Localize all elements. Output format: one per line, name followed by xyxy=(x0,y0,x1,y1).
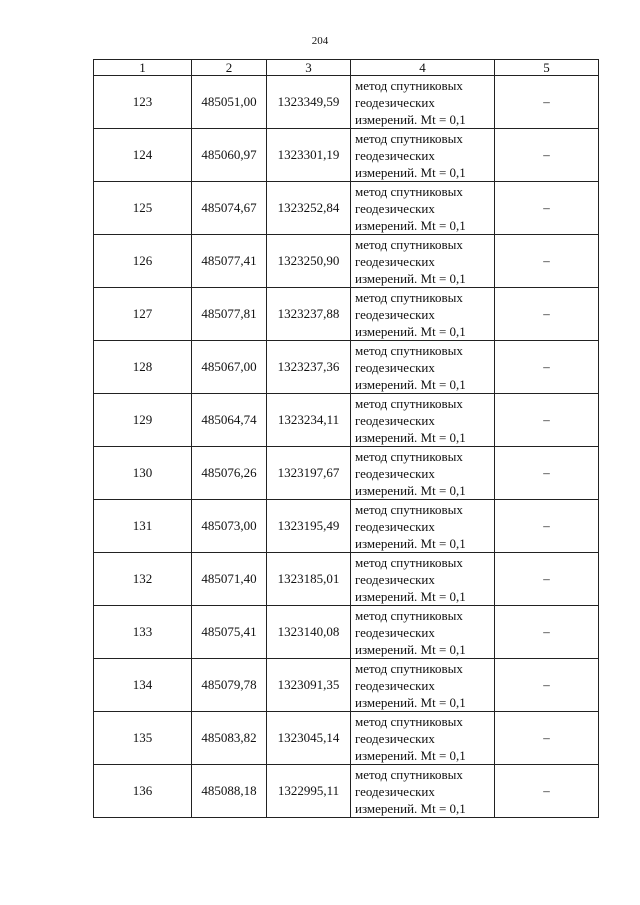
x-coordinate-cell: 485067,00 xyxy=(192,341,267,394)
note-cell: – xyxy=(495,394,599,447)
y-coordinate-cell: 1323091,35 xyxy=(267,659,351,712)
note-cell: – xyxy=(495,606,599,659)
point-number-cell: 135 xyxy=(94,712,192,765)
y-coordinate-cell: 1323237,88 xyxy=(267,288,351,341)
method-line: измерений. Mt = 0,1 xyxy=(355,111,466,127)
method-cell xyxy=(351,288,495,341)
note-cell: – xyxy=(495,447,599,500)
method-cell xyxy=(351,235,495,288)
method-line: измерений. Mt = 0,1 xyxy=(355,641,466,657)
method-line: измерений. Mt = 0,1 xyxy=(355,694,466,710)
note-cell: – xyxy=(495,129,599,182)
point-number-cell: 123 xyxy=(94,76,192,129)
y-coordinate-cell: 1323252,84 xyxy=(267,182,351,235)
y-coordinate-cell: 1322995,11 xyxy=(267,765,351,818)
method-line: измерений. Mt = 0,1 xyxy=(355,747,466,763)
method-cell xyxy=(351,129,495,182)
x-coordinate-cell: 485051,00 xyxy=(192,76,267,129)
method-cell xyxy=(351,447,495,500)
method-cell xyxy=(351,553,495,606)
y-coordinate-cell: 1323045,14 xyxy=(267,712,351,765)
table-row xyxy=(94,288,599,341)
method-line: измерений. Mt = 0,1 xyxy=(355,588,466,604)
method-line: геодезических xyxy=(355,677,435,693)
point-number-cell: 124 xyxy=(94,129,192,182)
point-number-cell: 129 xyxy=(94,394,192,447)
method-cell xyxy=(351,341,495,394)
note-cell: – xyxy=(495,182,599,235)
column-header-5: 5 xyxy=(495,60,599,76)
method-line: измерений. Mt = 0,1 xyxy=(355,164,466,180)
x-coordinate-cell: 485083,82 xyxy=(192,712,267,765)
x-coordinate-cell: 485060,97 xyxy=(192,129,267,182)
method-line: геодезических xyxy=(355,624,435,640)
table-row xyxy=(94,500,599,553)
table-row xyxy=(94,447,599,500)
note-cell: – xyxy=(495,235,599,288)
method-line: геодезических xyxy=(355,306,435,322)
table-row xyxy=(94,553,599,606)
method-cell xyxy=(351,500,495,553)
x-coordinate-cell: 485077,41 xyxy=(192,235,267,288)
point-number-cell: 125 xyxy=(94,182,192,235)
table-row xyxy=(94,341,599,394)
method-line: геодезических xyxy=(355,359,435,375)
table-row xyxy=(94,76,599,129)
method-line: метод спутниковых xyxy=(355,448,463,464)
table-row xyxy=(94,659,599,712)
method-cell xyxy=(351,659,495,712)
coordinates-table xyxy=(93,59,599,818)
method-line: метод спутниковых xyxy=(355,607,463,623)
method-cell xyxy=(351,394,495,447)
method-line: метод спутниковых xyxy=(355,289,463,305)
column-header-3: 3 xyxy=(267,60,351,76)
x-coordinate-cell: 485073,00 xyxy=(192,500,267,553)
column-header-4: 4 xyxy=(351,60,495,76)
note-cell: – xyxy=(495,553,599,606)
method-line: метод спутниковых xyxy=(355,554,463,570)
method-cell xyxy=(351,712,495,765)
method-line: измерений. Mt = 0,1 xyxy=(355,800,466,816)
column-header-1: 1 xyxy=(94,60,192,76)
method-cell xyxy=(351,606,495,659)
method-line: измерений. Mt = 0,1 xyxy=(355,270,466,286)
y-coordinate-cell: 1323250,90 xyxy=(267,235,351,288)
method-line: метод спутниковых xyxy=(355,766,463,782)
note-cell: – xyxy=(495,659,599,712)
y-coordinate-cell: 1323234,11 xyxy=(267,394,351,447)
method-line: геодезических xyxy=(355,253,435,269)
table-row xyxy=(94,394,599,447)
table-row xyxy=(94,712,599,765)
method-line: геодезических xyxy=(355,518,435,534)
table-row xyxy=(94,129,599,182)
point-number-cell: 127 xyxy=(94,288,192,341)
point-number-cell: 133 xyxy=(94,606,192,659)
point-number-cell: 136 xyxy=(94,765,192,818)
method-line: измерений. Mt = 0,1 xyxy=(355,429,466,445)
table-body xyxy=(94,76,599,818)
method-line: метод спутниковых xyxy=(355,183,463,199)
method-line: метод спутниковых xyxy=(355,77,463,93)
table-header-row xyxy=(94,60,599,76)
y-coordinate-cell: 1323237,36 xyxy=(267,341,351,394)
point-number-cell: 131 xyxy=(94,500,192,553)
table-row xyxy=(94,765,599,818)
method-cell xyxy=(351,76,495,129)
method-line: измерений. Mt = 0,1 xyxy=(355,217,466,233)
method-line: геодезических xyxy=(355,783,435,799)
method-line: метод спутниковых xyxy=(355,342,463,358)
method-line: геодезических xyxy=(355,200,435,216)
x-coordinate-cell: 485088,18 xyxy=(192,765,267,818)
table-row xyxy=(94,182,599,235)
note-cell: – xyxy=(495,288,599,341)
method-cell xyxy=(351,182,495,235)
y-coordinate-cell: 1323185,01 xyxy=(267,553,351,606)
note-cell: – xyxy=(495,500,599,553)
method-line: геодезических xyxy=(355,571,435,587)
x-coordinate-cell: 485074,67 xyxy=(192,182,267,235)
method-line: геодезических xyxy=(355,465,435,481)
point-number-cell: 126 xyxy=(94,235,192,288)
y-coordinate-cell: 1323349,59 xyxy=(267,76,351,129)
y-coordinate-cell: 1323140,08 xyxy=(267,606,351,659)
method-line: измерений. Mt = 0,1 xyxy=(355,535,466,551)
method-line: метод спутниковых xyxy=(355,660,463,676)
method-line: измерений. Mt = 0,1 xyxy=(355,376,466,392)
x-coordinate-cell: 485075,41 xyxy=(192,606,267,659)
method-line: метод спутниковых xyxy=(355,713,463,729)
method-line: метод спутниковых xyxy=(355,236,463,252)
note-cell: – xyxy=(495,341,599,394)
point-number-cell: 132 xyxy=(94,553,192,606)
page-number: 204 xyxy=(311,35,329,47)
method-line: геодезических xyxy=(355,730,435,746)
point-number-cell: 130 xyxy=(94,447,192,500)
point-number-cell: 134 xyxy=(94,659,192,712)
y-coordinate-cell: 1323197,67 xyxy=(267,447,351,500)
x-coordinate-cell: 485076,26 xyxy=(192,447,267,500)
method-line: метод спутниковых xyxy=(355,395,463,411)
y-coordinate-cell: 1323301,19 xyxy=(267,129,351,182)
method-line: геодезических xyxy=(355,94,435,110)
y-coordinate-cell: 1323195,49 xyxy=(267,500,351,553)
note-cell: – xyxy=(495,76,599,129)
method-line: метод спутниковых xyxy=(355,501,463,517)
column-header-2: 2 xyxy=(192,60,267,76)
table-row xyxy=(94,235,599,288)
note-cell: – xyxy=(495,765,599,818)
table-row xyxy=(94,606,599,659)
point-number-cell: 128 xyxy=(94,341,192,394)
method-line: метод спутниковых xyxy=(355,130,463,146)
method-line: геодезических xyxy=(355,412,435,428)
method-line: измерений. Mt = 0,1 xyxy=(355,323,466,339)
note-cell: – xyxy=(495,712,599,765)
x-coordinate-cell: 485071,40 xyxy=(192,553,267,606)
x-coordinate-cell: 485064,74 xyxy=(192,394,267,447)
x-coordinate-cell: 485079,78 xyxy=(192,659,267,712)
method-line: измерений. Mt = 0,1 xyxy=(355,482,466,498)
method-cell xyxy=(351,765,495,818)
method-line: геодезических xyxy=(355,147,435,163)
x-coordinate-cell: 485077,81 xyxy=(192,288,267,341)
